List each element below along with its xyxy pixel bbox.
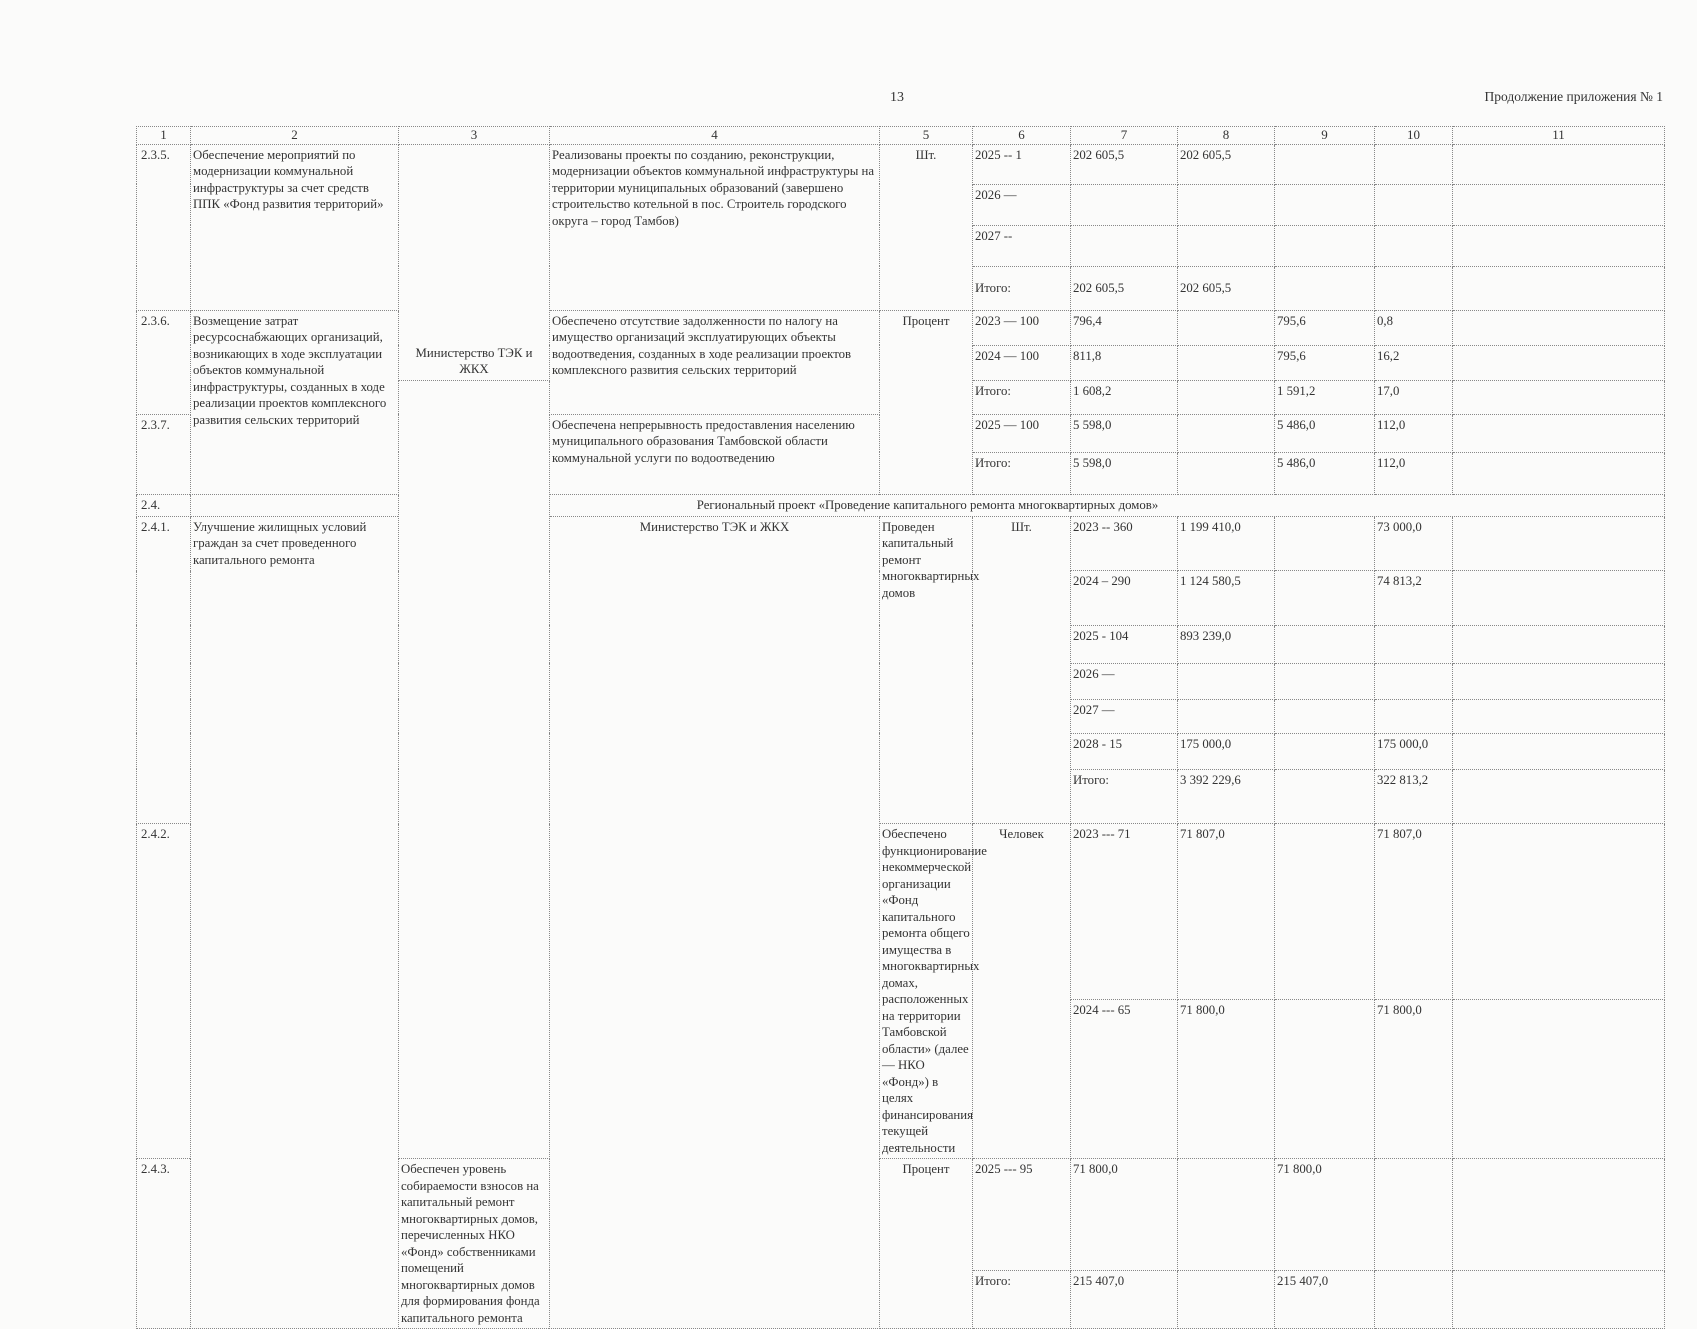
year-total: Итого: (1071, 769, 1178, 824)
row-code: 2.3.7. (137, 414, 191, 494)
unit: Шт. (880, 144, 973, 310)
regional-amount: 73 000,0 (1375, 516, 1453, 571)
regional-amount: 215 407,0 (1275, 1270, 1375, 1329)
measure-name: Возмещение затрат ресурсоснабжающих организаций, возникающих в ходе эксплуатации объектов коммунальной инфраструктуры, созданных в ходе реализации проектов комплексного развития сельских территорий (191, 310, 399, 494)
total-amount: 71 800,0 (1178, 1000, 1275, 1159)
regional-amount: 1 591,2 (1275, 380, 1375, 414)
year-value: 2024 – 290 (1071, 571, 1178, 626)
col-header-3: 3 (399, 127, 550, 145)
measure-result: Обеспечена непрерывность предоставления населению муниципального образования Тамбовской области коммунальной услуги по водоотведению (550, 414, 880, 494)
total-amount: 175 000,0 (1178, 733, 1275, 769)
regional-amount: 71 807,0 (1375, 824, 1453, 1000)
col-header-5: 5 (880, 127, 973, 145)
federal-amount: 202 605,5 (1178, 144, 1275, 184)
other-amount (1453, 144, 1665, 184)
year-value: 2025 - 104 (1071, 625, 1178, 663)
responsible-executor: Министерство ТЭК и ЖКХ (550, 516, 880, 1329)
total-amount: 1 124 580,5 (1178, 571, 1275, 626)
unit: Процент (880, 310, 973, 494)
measure-result: Реализованы проекты по созданию, реконструкции, модернизации объектов коммунальной инфраструктуры на территории муниципальных образований (завершено строительство котельной в пос. Строитель городского округа – город Тамбов) (550, 144, 880, 310)
measure-result: Обеспечено отсутствие задолженности по налогу на имущество организаций эксплуатирующих объекты водоотведения, созданных в ходе реализации проектов комплексного развития сельских территорий (550, 310, 880, 414)
year-total: Итого: (973, 1270, 1071, 1329)
local-amount: 0,8 (1375, 310, 1453, 345)
col-header-1: 1 (137, 127, 191, 145)
federal-amount: 202 605,5 (1178, 266, 1275, 310)
col-header-11: 11 (1453, 127, 1665, 145)
measure-result: Проведен капитальный ремонт многоквартирных домов (880, 516, 973, 824)
year-value: 2025 -- 1 (973, 144, 1071, 184)
total-amount: 811,8 (1071, 345, 1178, 380)
year-total: Итого: (973, 452, 1071, 494)
regional-amount: 74 813,2 (1375, 571, 1453, 626)
total-amount: 796,4 (1071, 310, 1178, 345)
column-number-row (137, 127, 1665, 145)
measure-name: Обеспечение мероприятий по модернизации коммунальной инфраструктуры за счет средств ППК «Фонд развития территорий» (191, 144, 399, 310)
total-amount: 71 807,0 (1178, 824, 1275, 1000)
total-amount: 1 199 410,0 (1178, 516, 1275, 571)
table-row (137, 516, 1665, 571)
local-amount: 112,0 (1375, 452, 1453, 494)
col-header-8: 8 (1178, 127, 1275, 145)
measure-name: Улучшение жилищных условий граждан за счет проведенного капитального ремонта (191, 516, 399, 1329)
appendix-label: Продолжение приложения № 1 (1484, 89, 1663, 104)
measure-result: Обеспечен уровень собираемости взносов на капитальный ремонт многоквартирных домов, перечисленных НКО «Фонд» собственниками помещений многоквартирных домов для формирования фонда капитального ремонта (399, 1159, 550, 1329)
regional-amount: 175 000,0 (1375, 733, 1453, 769)
row-code: 2.4.3. (137, 1159, 191, 1329)
table-row (137, 310, 1665, 345)
regional-amount (1275, 144, 1375, 184)
row-code: 2.4. (137, 494, 191, 516)
unit: Процент (880, 1159, 973, 1329)
total-amount: 5 598,0 (1071, 414, 1178, 452)
year-value: 2023 -- 360 (1071, 516, 1178, 571)
year-value: 2027 — (1071, 699, 1178, 733)
local-amount: 16,2 (1375, 345, 1453, 380)
year-value: 2024 --- 65 (1071, 1000, 1178, 1159)
total-amount: 3 392 229,6 (1178, 769, 1275, 824)
total-amount: 5 598,0 (1071, 452, 1178, 494)
row-code: 2.3.5. (137, 144, 191, 310)
unit: Шт. (973, 516, 1071, 824)
year-value: 2023 --- 71 (1071, 824, 1178, 1000)
col-header-9: 9 (1275, 127, 1375, 145)
col-header-10: 10 (1375, 127, 1453, 145)
regional-amount: 322 813,2 (1375, 769, 1453, 824)
regional-amount: 5 486,0 (1275, 452, 1375, 494)
program-table-container (136, 126, 1664, 1329)
total-amount: 202 605,5 (1071, 144, 1178, 184)
col-header-2: 2 (191, 127, 399, 145)
regional-amount: 71 800,0 (1375, 1000, 1453, 1159)
row-code: 2.4.1. (137, 516, 191, 824)
local-amount (1375, 144, 1453, 184)
year-value: 2028 - 15 (1071, 733, 1178, 769)
year-value: 2024 — 100 (973, 345, 1071, 380)
year-total: Итого: (973, 266, 1071, 310)
year-value: 2027 -- (973, 225, 1071, 266)
regional-amount: 795,6 (1275, 345, 1375, 380)
year-value: 2025 — 100 (973, 414, 1071, 452)
col-header-4: 4 (550, 127, 880, 145)
page-number: 13 (890, 90, 904, 105)
col-header-6: 6 (973, 127, 1071, 145)
total-amount: 215 407,0 (1071, 1270, 1178, 1329)
local-amount: 17,0 (1375, 380, 1453, 414)
total-amount: 202 605,5 (1071, 266, 1178, 310)
regional-amount: 5 486,0 (1275, 414, 1375, 452)
year-value: 2026 — (1071, 663, 1178, 699)
regional-amount: 795,6 (1275, 310, 1375, 345)
year-total: Итого: (973, 380, 1071, 414)
program-table (136, 126, 1665, 1329)
year-value: 2023 — 100 (973, 310, 1071, 345)
responsible-executor: Министерство ТЭК и ЖКХ (399, 144, 550, 380)
year-value: 2025 --- 95 (973, 1159, 1071, 1271)
regional-amount: 71 800,0 (1275, 1159, 1375, 1271)
table-row (137, 494, 1665, 516)
total-amount: 893 239,0 (1178, 625, 1275, 663)
col-header-7: 7 (1071, 127, 1178, 145)
measure-result: Обеспечено функционирование некоммерческой организации «Фонд капитального ремонта общего имущества в многоквартирных домах, расположенных на территории Тамбовской области» (далее — НКО «Фонд») в целях финансирования текущей деятельности (880, 824, 973, 1159)
table-row (137, 144, 1665, 184)
unit: Человек (973, 824, 1071, 1159)
row-code: 2.3.6. (137, 310, 191, 414)
regional-project-title: Региональный проект «Проведение капитального ремонта многоквартирных домов» (191, 494, 1665, 516)
year-value: 2026 — (973, 184, 1071, 225)
total-amount: 71 800,0 (1071, 1159, 1178, 1271)
local-amount: 112,0 (1375, 414, 1453, 452)
row-code: 2.4.2. (137, 824, 191, 1159)
total-amount: 1 608,2 (1071, 380, 1178, 414)
